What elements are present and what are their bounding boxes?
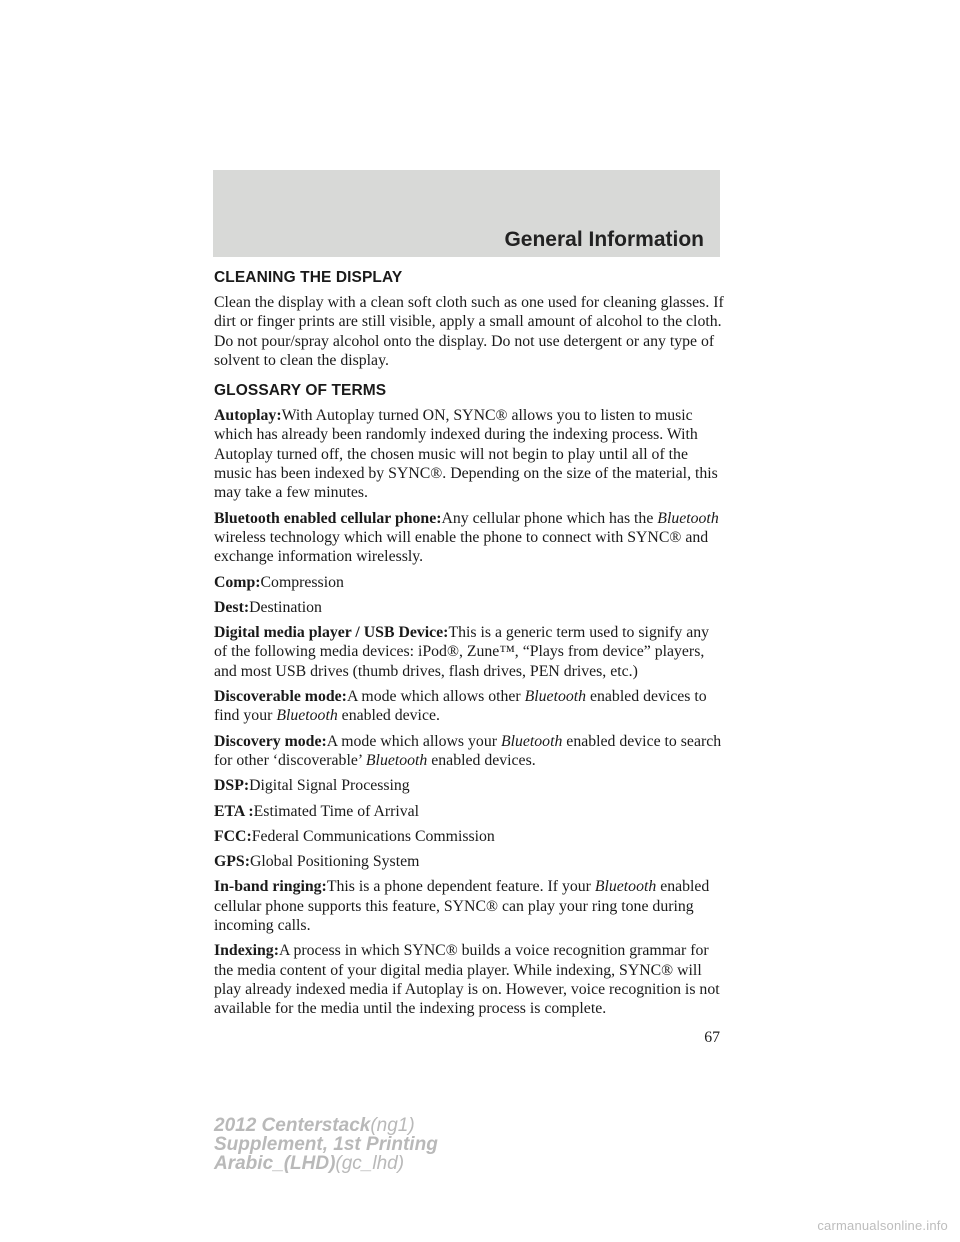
glossary-term: Autoplay: <box>214 407 282 425</box>
glossary-definition: Destination <box>249 598 322 616</box>
glossary-definition: enabled cellular phone supports this feature, SYNC® can play your ring tone during incoming calls. <box>214 878 710 935</box>
glossary-definition: Digital Signal Processing <box>249 777 410 795</box>
glossary-entry-in-band-ringing <box>214 877 724 935</box>
glossary-term: Digital media player / USB Device: <box>214 624 449 642</box>
glossary-definition: Estimated Time of Arrival <box>253 802 420 820</box>
glossary-definition: Any cellular phone which has the <box>441 509 658 527</box>
glossary-entry-indexing <box>214 941 724 1018</box>
glossary-entry-dest <box>214 598 724 617</box>
glossary-definition: enabled devices. <box>427 751 536 769</box>
glossary-definition: This is a phone dependent feature. If your <box>326 878 595 896</box>
glossary-term: Dest: <box>214 598 250 616</box>
glossary-definition: Global Positioning System <box>249 853 420 871</box>
glossary-entry-dsp <box>214 776 724 795</box>
footer-line-2: Supplement, 1st Printing <box>214 1134 438 1155</box>
glossary-term: FCC: <box>214 827 252 845</box>
glossary-term: Discovery mode: <box>214 732 327 750</box>
glossary-definition: With Autoplay turned ON, SYNC® allows you to listen to music which has already been randomly indexed during the indexing process. With Autoplay turned off, the chosen music will not begin to play until all of the music has been indexed by SYNC®. Depending on the size of the material, this may take a few minutes. <box>214 407 718 502</box>
glossary-term: Indexing: <box>214 942 279 960</box>
glossary-definition: This is a generic term used to signify any of the following media devices: iPod®, Zune™, “Plays from device” players, and most USB drives (thumb drives, flash drives, PEN drives, etc.) <box>214 624 710 680</box>
watermark: carmanualsonline.info <box>817 1218 948 1233</box>
glossary-entry-eta <box>214 802 724 821</box>
glossary-entry-fcc <box>214 827 724 846</box>
cleaning-paragraph: Clean the display with a clean soft cloth such as one used for cleaning glasses. If dirt or finger prints are still visible, apply a small amount of alcohol to the cloth. Do not pour/spray alcohol onto the display. Do not use detergent or any type of solvent to clean the display. <box>214 294 724 369</box>
glossary-definition: A process in which SYNC® builds a voice recognition grammar for the media content of your digital media player. While indexing, SYNC® will play already indexed media if Autoplay is on. However, voice recognition is not available for the media until the indexing process is complete. <box>214 942 720 1018</box>
glossary-term: Discoverable mode: <box>214 688 347 706</box>
glossary-entry-autoplay <box>214 406 724 502</box>
footer-line-3 <box>214 1154 438 1173</box>
glossary-definition-italic: Bluetooth <box>657 509 719 527</box>
glossary-entry-discoverable-mode <box>214 687 724 726</box>
page-content <box>214 268 724 1025</box>
page-title: General Information <box>504 228 704 251</box>
glossary-definition: Compression <box>260 573 344 591</box>
glossary-definition: A mode which allows other <box>346 688 525 706</box>
cleaning-heading: CLEANING THE DISPLAY <box>214 269 403 286</box>
header-band <box>213 170 720 257</box>
glossary-term: In-band ringing: <box>214 878 327 896</box>
glossary-definition: enabled devices to find your <box>214 688 707 725</box>
glossary-term: Bluetooth enabled cellular phone: <box>214 509 442 527</box>
glossary-definition-italic: Bluetooth <box>500 732 563 750</box>
glossary-term: GPS: <box>214 853 250 871</box>
document-footer <box>214 1116 438 1173</box>
glossary-definition: enabled device to search for other ‘discoverable’ <box>214 732 722 769</box>
glossary-term: DSP: <box>214 777 250 795</box>
footer-market-code: (gc_lhd) <box>335 1153 405 1174</box>
page-number: 67 <box>704 1029 720 1046</box>
glossary-heading: GLOSSARY OF TERMS <box>214 382 387 400</box>
footer-edition-code: (ng1) <box>370 1115 415 1136</box>
glossary-definition-italic: Bluetooth <box>594 878 657 896</box>
glossary-definition: enabled device. <box>337 707 440 725</box>
glossary-entry-gps <box>214 852 724 871</box>
glossary-definition-italic: Bluetooth <box>276 707 338 725</box>
glossary-definition-italic: Bluetooth <box>524 688 587 706</box>
glossary-definition: A mode which allows your <box>326 732 501 750</box>
glossary-entry-comp <box>214 573 724 592</box>
glossary-term: ETA : <box>214 802 254 820</box>
glossary-definition-italic: Bluetooth <box>365 751 428 769</box>
glossary-entry-bluetooth-phone <box>214 509 724 567</box>
glossary-entry-digital-media-player <box>214 623 724 681</box>
footer-line-1 <box>214 1116 438 1135</box>
footer-market: Arabic_(LHD) <box>214 1153 336 1174</box>
glossary-entry-discovery-mode <box>214 732 724 771</box>
glossary-definition: wireless technology which will enable the phone to connect with SYNC® and exchange information wirelessly. <box>214 528 709 566</box>
glossary-term: Comp: <box>214 573 261 591</box>
footer-edition: 2012 Centerstack <box>214 1115 371 1136</box>
glossary-definition: Federal Communications Commission <box>251 827 495 845</box>
